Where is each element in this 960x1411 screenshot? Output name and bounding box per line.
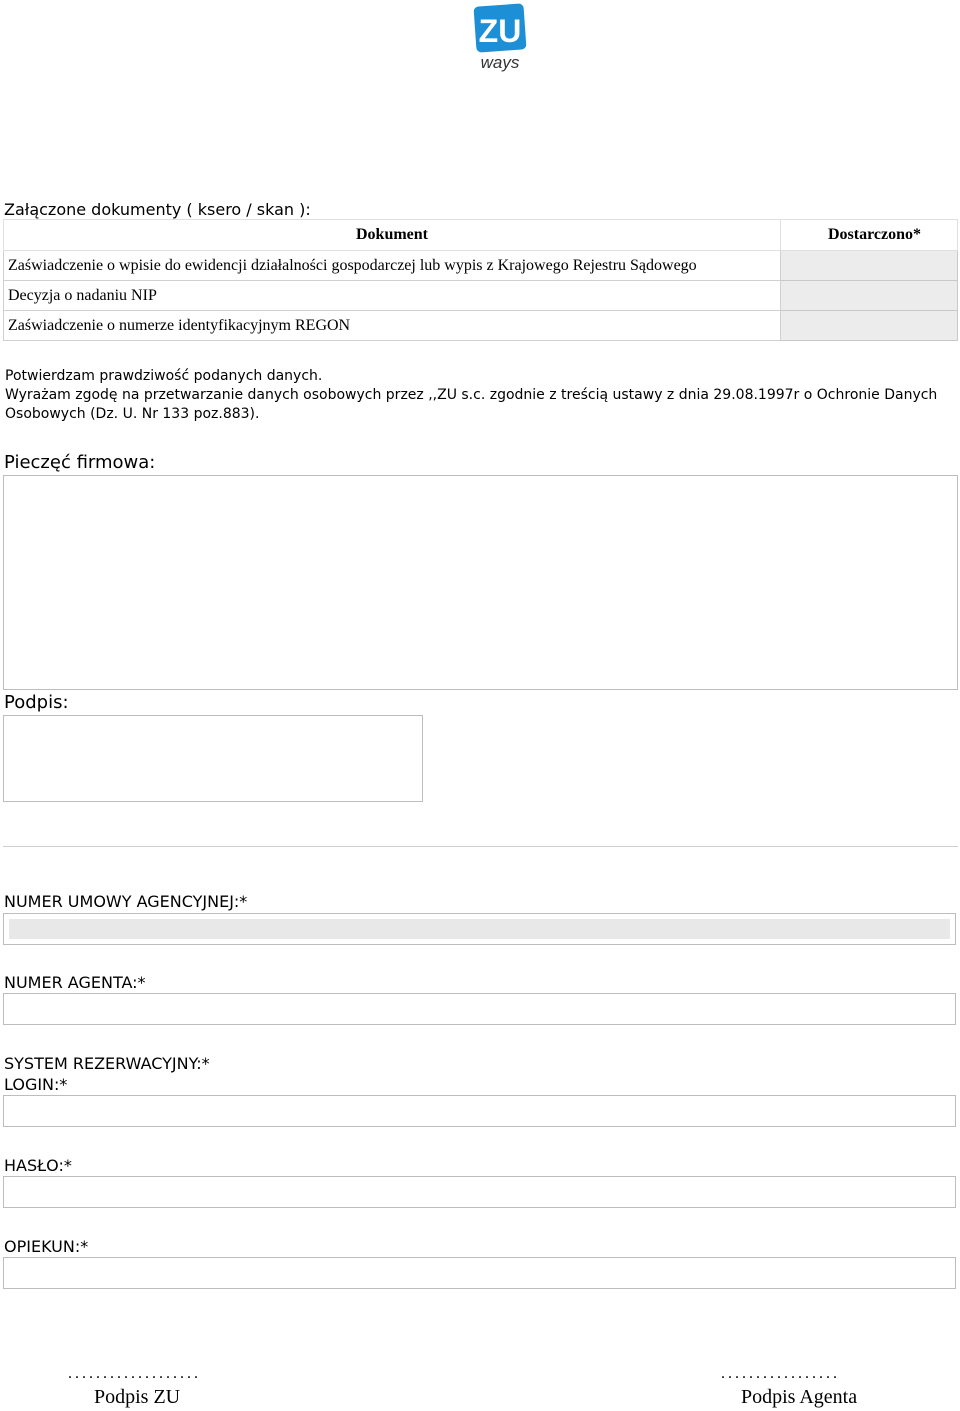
- agent-number-field[interactable]: [3, 993, 956, 1025]
- logo-text-main: ZU: [478, 13, 522, 49]
- agent-signature-label: Podpis Agenta: [741, 1386, 858, 1408]
- documents-table: [3, 219, 958, 341]
- zu-signature-line: ...................: [68, 1365, 201, 1382]
- document-name: Zaświadczenie o numerze identyfikacyjnym REGON: [4, 311, 781, 341]
- supervisor-label: OPIEKUN:*: [4, 1237, 89, 1256]
- signature-box[interactable]: [3, 715, 423, 802]
- zu-ways-logo: [468, 2, 532, 82]
- logo-text-sub: ways: [480, 53, 520, 72]
- zu-signature-label: Podpis ZU: [94, 1386, 181, 1408]
- section-divider: [3, 846, 958, 847]
- confirmation-text: Potwierdzam prawdziwość podanych danych.: [5, 368, 323, 384]
- document-name: Zaświadczenie o wpisie do ewidencji działalności gospodarczej lub wypis z Krajowego Rejestru Sądowego: [4, 251, 781, 281]
- login-label: LOGIN:*: [4, 1075, 68, 1094]
- supervisor-field[interactable]: [3, 1257, 956, 1289]
- delivered-field[interactable]: [781, 281, 958, 311]
- table-row: [4, 281, 958, 311]
- agency-contract-label: NUMER UMOWY AGENCYJNEJ:*: [4, 892, 248, 911]
- agency-contract-field[interactable]: [3, 913, 956, 945]
- agent-number-label: NUMER AGENTA:*: [4, 973, 146, 992]
- table-row: [4, 311, 958, 341]
- agency-contract-input[interactable]: [9, 919, 950, 939]
- header-document: Dokument: [4, 220, 781, 251]
- document-name: Decyzja o nadaniu NIP: [4, 281, 781, 311]
- password-label: HASŁO:*: [4, 1156, 72, 1175]
- table-row: [4, 251, 958, 281]
- table-header-row: [4, 220, 958, 251]
- password-field[interactable]: [3, 1176, 956, 1208]
- company-stamp-box[interactable]: [3, 475, 958, 690]
- header-delivered: Dostarczono*: [781, 220, 958, 251]
- delivered-field[interactable]: [781, 251, 958, 281]
- logo-graphic: [468, 2, 532, 82]
- agent-signature-line: .................: [721, 1365, 840, 1382]
- signature-label: Podpis:: [4, 692, 69, 713]
- consent-text: Wyrażam zgodę na przetwarzanie danych osobowych przez ,,ZU s.c. zgodnie z treścią ustawy z dnia 29.08.1997r o Ochronie Danych Osobowych (Dz. U. Nr 133 poz.883).: [5, 387, 938, 422]
- attached-documents-heading: Załączone dokumenty ( ksero / skan ):: [4, 200, 311, 219]
- reservation-system-label: SYSTEM REZERWACYJNY:*: [4, 1054, 210, 1073]
- login-field[interactable]: [3, 1095, 956, 1127]
- delivered-field[interactable]: [781, 311, 958, 341]
- company-stamp-label: Pieczęć firmowa:: [4, 452, 156, 473]
